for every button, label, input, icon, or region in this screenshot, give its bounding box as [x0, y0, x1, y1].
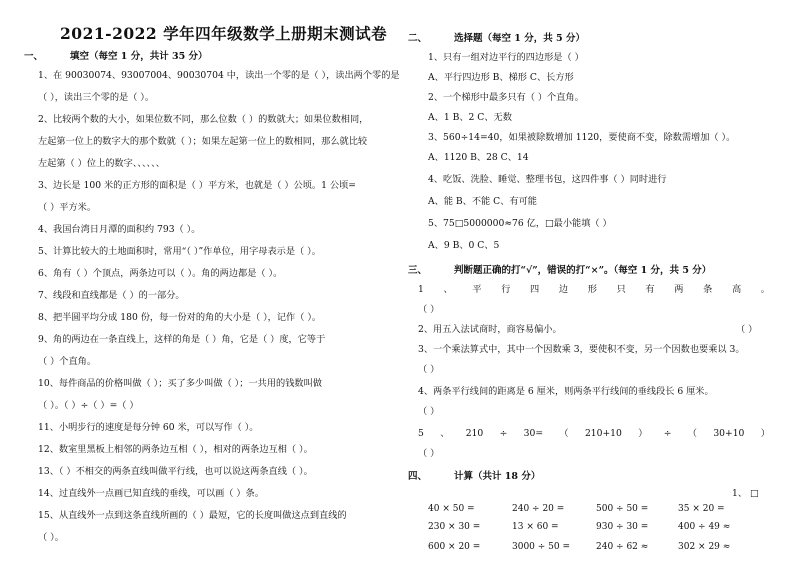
calc-item: 302 × 29 ≈ — [678, 542, 731, 552]
judge-5-part: ÷ — [663, 428, 672, 439]
judge-5-part: ÷ — [499, 428, 508, 439]
judge-1 — [418, 284, 770, 296]
section-2-number: 二、 — [408, 33, 428, 44]
calc-item: 13 × 60 = — [512, 522, 559, 532]
fill-line-5: 左起第（ ）位上的数字、、、、、、 — [38, 158, 165, 169]
section-3-heading — [408, 262, 711, 276]
judge-1-part: 四 — [530, 284, 540, 295]
choice-line-5: 3、560÷14=40，如果被除数增加 1120，要使商不变，除数需增加（ ）。 — [428, 132, 736, 143]
judge-5-part: ） — [638, 428, 648, 439]
calc-item: 230 × 30 = — [428, 522, 481, 532]
judge-5-part: 210+10 — [584, 428, 622, 439]
fill-line-4: 左起第一位上的数字大的那个数就（ ）；如果左起第一位上的数相同，那么就比较 — [38, 136, 368, 147]
calc-row — [428, 504, 788, 518]
choice-line-10: A、9 B、0 C、5 — [428, 240, 500, 251]
section-4-number: 四、 — [408, 471, 428, 482]
choice-line-3: 2、一个梯形中最多只有（ ）个直角。 — [428, 92, 584, 103]
choice-line-6: A、1120 B、28 C、14 — [428, 152, 529, 163]
fill-line-22: （ ）。 — [38, 532, 64, 543]
judge-4-answer: （ ） — [418, 406, 440, 417]
judge-1-part: 只 — [616, 284, 626, 295]
judge-1-part: 边 — [558, 284, 569, 295]
section-4-heading — [408, 468, 540, 482]
fill-line-3: 2、比较两个数的大小，如果位数不同，那么位数（ ）的数就大；如果位数相同， — [38, 114, 369, 125]
judge-5-part: （ — [559, 428, 569, 439]
judge-1-part: 平 — [472, 284, 482, 295]
calc-item: 35 × 20 = — [678, 504, 725, 514]
judge-1-part: 1 — [418, 284, 424, 295]
section-1-heading — [24, 48, 208, 62]
fill-line-2: （ ），读出三个零的是（ ）。 — [38, 92, 155, 103]
fill-line-20: 14、过直线外一点画已知直线的垂线，可以画（ ）条。 — [38, 488, 264, 499]
judge-5-part: 30= — [523, 428, 544, 439]
fill-line-17: 11、小明步行的速度是每分钟 60 米，可以写作（ ）。 — [38, 422, 259, 433]
judge-1-part: 形 — [587, 284, 597, 295]
judge-3-answer: （ ） — [418, 364, 440, 375]
judge-5-part: 5 — [418, 428, 424, 439]
calc-item: 40 × 50 = — [428, 504, 475, 514]
calc-item: 600 × 20 = — [428, 542, 481, 552]
choice-line-2: A、平行四边形 B、梯形 C、长方形 — [428, 72, 574, 83]
fill-line-21: 15、从直线外一点到这条直线所画的（ ）最短，它的长度叫做这点到直线的 — [38, 510, 347, 521]
section-2-label: 选择题（每空 1 分，共 5 分） — [454, 33, 585, 44]
fill-line-1: 1、在 90030074、93007004、90030704 中，读出一个零的是（ ），读出两个零的是 — [38, 70, 400, 81]
judge-5-part: 30+10 — [713, 428, 745, 439]
calc-item: 930 ÷ 30 = — [596, 522, 649, 532]
judge-5-answer: （ ） — [418, 448, 440, 459]
judge-1-answer: （ ） — [418, 304, 440, 315]
fill-line-7: （ ）平方米。 — [38, 202, 97, 213]
calc-item: 400 ÷ 49 ≈ — [678, 522, 731, 532]
fill-line-15: 10、每件商品的价格叫做（ ）；买了多少叫做（ ）；一共用的钱数叫做 — [38, 378, 322, 389]
page-title: 2021-2022 学年四年级数学上册期末测试卷 — [60, 24, 388, 43]
judge-1-part: 。 — [760, 284, 770, 295]
calc-item: 500 ÷ 50 = — [596, 504, 649, 514]
judge-2-answer: （ ） — [736, 324, 758, 335]
judge-5-part: （ — [687, 428, 697, 439]
section-1-label: 填空（每空 1 分，共计 35 分） — [70, 51, 208, 62]
judge-1-part: 条 — [703, 284, 713, 295]
section-3-label: 判断题正确的打“√”，错误的打“×”。（每空 1 分，共 5 分） — [454, 265, 712, 276]
fill-line-11: 7、线段和直线都是（ ）的一部分。 — [38, 290, 185, 301]
choice-line-8: A、能 B、不能 C、有可能 — [428, 196, 537, 207]
calc-item: 240 ÷ 20 = — [512, 504, 565, 514]
fill-line-19: 13、（ ）不相交的两条直线叫做平行线，也可以说这两条直线（ ）。 — [38, 466, 313, 477]
fill-line-8: 4、我国台湾日月潭的面积约 793（ ）。 — [38, 224, 201, 235]
fill-line-12: 8、把半圆平均分成 180 份，每一份对的角的大小是（ ），记作（ ）。 — [38, 312, 322, 323]
judge-1-part: 两 — [674, 284, 684, 295]
fill-line-14: （ ）个直角。 — [38, 356, 97, 367]
judge-4: 4、两条平行线间的距离是 6 厘米，则两条平行线间的垂线段长 6 厘米。 — [418, 386, 714, 397]
section-4-label: 计算（共计 18 分） — [454, 471, 541, 482]
judge-5-part: ） — [760, 428, 770, 439]
calc-row — [428, 542, 788, 556]
choice-line-7: 4、吃饭、洗脸、睡觉、整理书包，这四件事（ ）同时进行 — [428, 174, 667, 185]
fill-line-9: 5、计算比较大的土地面积时，常用“（ ）”作单位，用字母表示是（ ）。 — [38, 246, 321, 257]
judge-5-part: 210 — [465, 428, 484, 439]
section-3-number: 三、 — [408, 265, 428, 276]
judge-5-part: 、 — [440, 428, 450, 439]
right-column — [400, 0, 794, 562]
section-1-number: 一、 — [24, 51, 44, 62]
judge-3: 3、一个乘法算式中，其中一个因数乘 3，要使积不变，另一个因数也要乘以 3。 — [418, 344, 745, 355]
choice-line-9: 5、75□5000000≈76 亿，□最小能填（ ） — [428, 218, 612, 229]
choice-line-4: A、1 B、2 C、无数 — [428, 112, 512, 123]
calc-note: 1、 □ — [732, 488, 759, 499]
fill-line-16: （ ）。（ ）÷（ ）=（ ） — [38, 400, 139, 411]
calc-item: 3000 ÷ 50 = — [512, 542, 571, 552]
calc-row — [428, 522, 788, 536]
judge-1-part: 有 — [645, 284, 655, 295]
judge-2: 2、用五入法试商时，商容易偏小。 — [418, 324, 562, 335]
fill-line-13: 9、角的两边在一条直线上，这样的角是（ ）角，它是（ ）度，它等于 — [38, 334, 326, 345]
judge-1-part: 行 — [501, 284, 511, 295]
calc-item: 240 ÷ 62 ≈ — [596, 542, 649, 552]
fill-line-18: 12、数室里黑板上相邻的两条边互相（ ），相对的两条边互相（ ）。 — [38, 444, 313, 455]
fill-line-6: 3、边长是 100 米的正方形的面积是（ ）平方米，也就是（ ）公顷。1 公顷= — [38, 180, 356, 191]
choice-line-1: 1、只有一组对边平行的四边形是（ ） — [428, 52, 584, 63]
judge-1-part: 高 — [731, 284, 742, 295]
judge-5 — [418, 428, 770, 440]
section-2-heading — [408, 30, 585, 44]
fill-line-10: 6、角有（ ）个顶点，两条边可以（ ）。角的两边都是（ ）。 — [38, 268, 283, 279]
judge-1-part: 、 — [443, 284, 453, 295]
